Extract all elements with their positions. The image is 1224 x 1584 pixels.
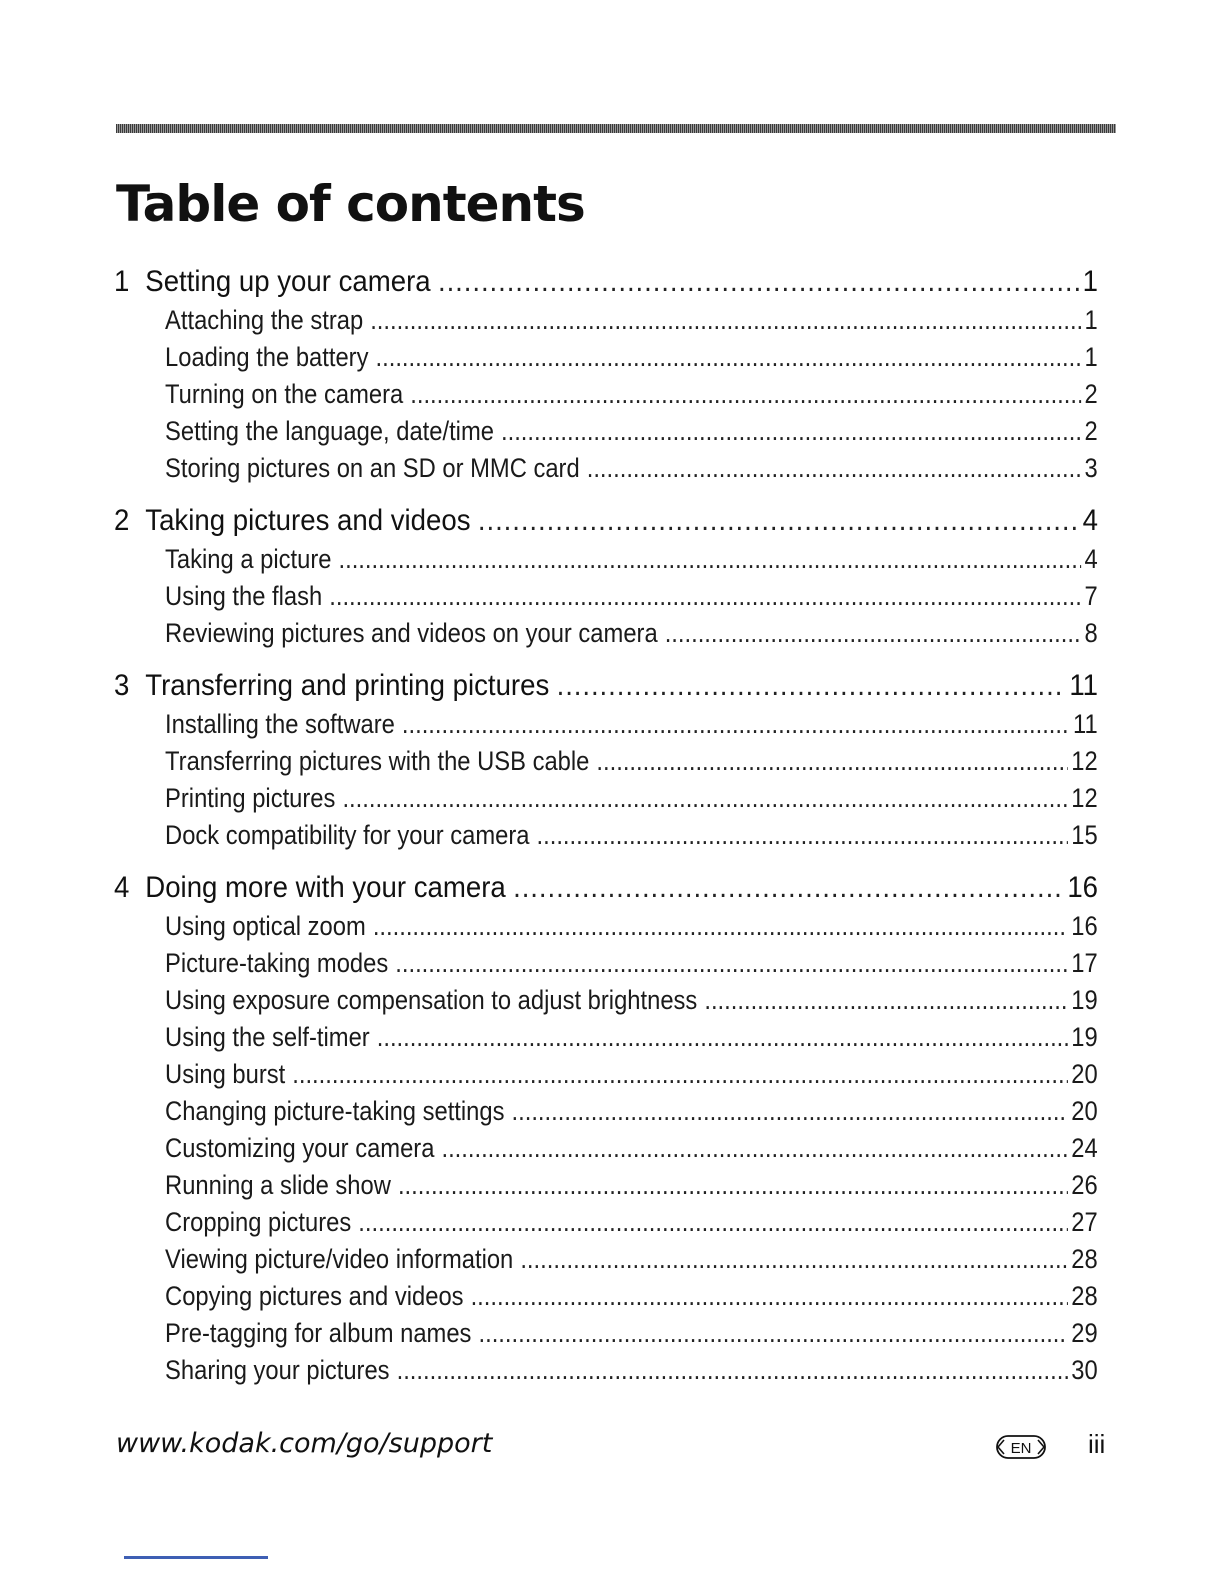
section-title: Viewing picture/video information: [165, 1244, 514, 1274]
section-page-number: 12: [1071, 746, 1098, 776]
page-title: Table of contents: [116, 175, 585, 233]
dot-leader: [441, 1130, 1067, 1167]
section-page-number: 2: [1084, 379, 1098, 409]
section-entry[interactable]: [114, 817, 1098, 854]
dot-leader: [358, 1204, 1067, 1241]
section-page-number: 12: [1071, 783, 1098, 813]
chapter-title: Taking pictures and videos: [145, 504, 471, 537]
section-page-number: 1: [1084, 342, 1098, 372]
section-entry[interactable]: [114, 302, 1098, 339]
chapter-page-number: 16: [1067, 871, 1099, 904]
section-title: Using the self-timer: [165, 1022, 370, 1052]
dot-leader: [704, 982, 1067, 1019]
section-entry[interactable]: [114, 615, 1098, 652]
section-entry[interactable]: [114, 1130, 1098, 1167]
chapter-number: 2: [114, 504, 130, 537]
section-title: Installing the software: [165, 709, 395, 739]
section-page-number: 20: [1071, 1096, 1098, 1126]
section-page-number: 30: [1071, 1355, 1098, 1385]
dot-leader: [513, 868, 1064, 908]
page-number-indicator: iii: [1088, 1429, 1106, 1459]
section-title: Taking a picture: [165, 544, 332, 574]
section-entry[interactable]: [114, 541, 1098, 578]
dot-leader: [402, 706, 1070, 743]
chapter-page-number: 11: [1069, 669, 1099, 702]
section-page-number: 19: [1071, 985, 1098, 1015]
section-entry[interactable]: [114, 1278, 1098, 1315]
chapter-number: 4: [114, 871, 130, 904]
section-entry[interactable]: [114, 1093, 1098, 1130]
dot-leader: [410, 376, 1081, 413]
section-title: Reviewing pictures and videos on your camera: [165, 618, 658, 648]
section-page-number: 16: [1071, 911, 1098, 941]
dot-leader: [501, 413, 1081, 450]
chapter-1: [114, 262, 1098, 487]
section-title: Dock compatibility for your camera: [165, 820, 530, 850]
section-title: Cropping pictures: [165, 1207, 352, 1237]
section-page-number: 4: [1084, 544, 1098, 574]
chapter-number: 1: [114, 265, 130, 298]
section-page-number: 7: [1084, 581, 1098, 611]
section-page-number: 27: [1071, 1207, 1098, 1237]
section-page-number: 20: [1071, 1059, 1098, 1089]
dot-leader: [373, 908, 1068, 945]
section-entry[interactable]: [114, 908, 1098, 945]
section-entry[interactable]: [114, 450, 1098, 487]
section-title: Changing picture-taking settings: [165, 1096, 505, 1126]
section-entry[interactable]: [114, 376, 1098, 413]
section-title: Setting the language, date/time: [165, 416, 494, 446]
dot-leader: [338, 541, 1080, 578]
chapter-entry[interactable]: [114, 666, 1098, 706]
dot-leader: [376, 339, 1081, 376]
dot-leader: [557, 666, 1066, 706]
section-entry[interactable]: [114, 1056, 1098, 1093]
section-page-number: 29: [1071, 1318, 1098, 1348]
section-title: Sharing your pictures: [165, 1355, 390, 1385]
section-title: Turning on the camera: [165, 379, 404, 409]
chapter-entry[interactable]: [114, 262, 1098, 302]
section-page-number: 26: [1071, 1170, 1098, 1200]
chapter-title: Setting up your camera: [145, 265, 431, 298]
dot-leader: [342, 780, 1067, 817]
section-title: Using burst: [165, 1059, 286, 1089]
dot-leader: [512, 1093, 1068, 1130]
section-entry[interactable]: [114, 780, 1098, 817]
dot-leader: [587, 450, 1081, 487]
section-title: Loading the battery: [165, 342, 369, 372]
section-page-number: 11: [1073, 709, 1098, 739]
section-title: Storing pictures on an SD or MMC card: [165, 453, 580, 483]
section-entry[interactable]: [114, 578, 1098, 615]
section-title: Using the flash: [165, 581, 323, 611]
dot-leader: [395, 945, 1067, 982]
chapter-page-number: 4: [1082, 504, 1099, 537]
section-title: Picture-taking modes: [165, 948, 389, 978]
section-title: Using optical zoom: [165, 911, 366, 941]
dot-leader: [478, 1315, 1067, 1352]
section-entry[interactable]: [114, 743, 1098, 780]
top-decorative-rule: [116, 124, 1116, 133]
section-entry[interactable]: [114, 413, 1098, 450]
section-page-number: 17: [1071, 948, 1098, 978]
section-entry[interactable]: [114, 982, 1098, 1019]
section-entry[interactable]: [114, 1352, 1098, 1389]
dot-leader: [292, 1056, 1067, 1093]
section-page-number: 28: [1071, 1281, 1098, 1311]
section-entry[interactable]: [114, 1241, 1098, 1278]
language-badge-icon: [994, 1434, 1048, 1460]
dot-leader: [397, 1352, 1068, 1389]
section-entry[interactable]: [114, 1315, 1098, 1352]
section-page-number: 19: [1071, 1022, 1098, 1052]
section-title: Running a slide show: [165, 1170, 391, 1200]
dot-leader: [398, 1167, 1068, 1204]
table-of-contents: [114, 262, 1098, 1403]
section-title: Pre-tagging for album names: [165, 1318, 472, 1348]
chapter-4: [114, 868, 1098, 1389]
section-title: Attaching the strap: [165, 305, 364, 335]
dot-leader: [520, 1241, 1067, 1278]
section-title: Copying pictures and videos: [165, 1281, 464, 1311]
section-page-number: 28: [1071, 1244, 1098, 1274]
chapter-2: [114, 501, 1098, 652]
bottom-accent-rule: [124, 1556, 268, 1559]
dot-leader: [438, 262, 1079, 302]
support-url-link[interactable]: www.kodak.com/go/support: [116, 1428, 493, 1459]
chapter-3: [114, 666, 1098, 854]
chapter-entry[interactable]: [114, 868, 1098, 908]
chapter-page-number: 1: [1082, 265, 1099, 298]
dot-leader: [537, 817, 1068, 854]
section-entry[interactable]: [114, 1167, 1098, 1204]
section-page-number: 2: [1084, 416, 1098, 446]
section-title: Customizing your camera: [165, 1133, 435, 1163]
section-entry[interactable]: [114, 945, 1098, 982]
section-entry[interactable]: [114, 1204, 1098, 1241]
language-badge-label: EN: [1010, 1440, 1032, 1457]
chapter-number: 3: [114, 669, 130, 702]
dot-leader: [370, 302, 1081, 339]
section-page-number: 1: [1084, 305, 1098, 335]
chapter-entry[interactable]: [114, 501, 1098, 541]
section-page-number: 8: [1084, 618, 1098, 648]
section-page-number: 15: [1071, 820, 1098, 850]
chapter-title: Transferring and printing pictures: [145, 669, 550, 702]
dot-leader: [377, 1019, 1068, 1056]
section-page-number: 24: [1071, 1133, 1098, 1163]
section-entry[interactable]: [114, 706, 1098, 743]
dot-leader: [596, 743, 1067, 780]
dot-leader: [329, 578, 1081, 615]
section-title: Printing pictures: [165, 783, 336, 813]
section-page-number: 3: [1084, 453, 1098, 483]
section-entry[interactable]: [114, 1019, 1098, 1056]
section-title: Using exposure compensation to adjust brightness: [165, 985, 698, 1015]
dot-leader: [478, 501, 1079, 541]
dot-leader: [471, 1278, 1068, 1315]
section-entry[interactable]: [114, 339, 1098, 376]
chapter-title: Doing more with your camera: [145, 871, 506, 904]
dot-leader: [665, 615, 1081, 652]
section-title: Transferring pictures with the USB cable: [165, 746, 590, 776]
